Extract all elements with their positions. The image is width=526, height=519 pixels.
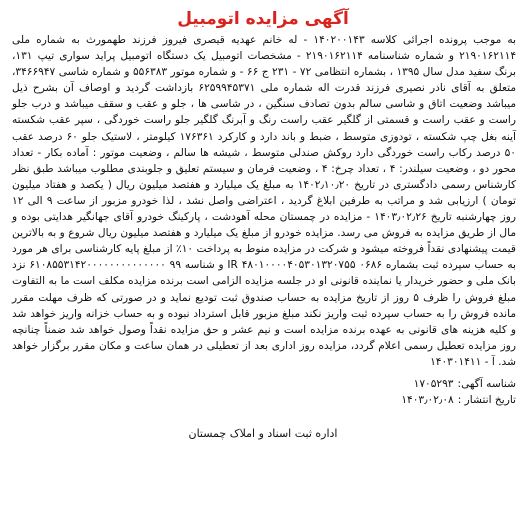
- publish-date-label: تاریخ انتشار :: [457, 393, 516, 406]
- notice-title: آگهی مزایده اتومبیل: [177, 9, 349, 29]
- notice-id-row: [6, 376, 516, 392]
- publish-date-row: [6, 392, 516, 408]
- notice-body: به موجب پرونده اجرائی کلاسه ۱۴۰۲۰۰۱۴۳ - له خانم عهدیه قیصری فیروز فرزند طهمورث به شماره ملی ۲۱۹۰۱۶۲۱۱۴ و شماره شناسنامه ۲۱۹۰۱۶۲۱۱۴ - مشخصات اتومبیل یک دستگاه اتومبیل پراید سواری تیپ ۱۳۱، برنگ سفید مدل سال ۱۳۹۵ ، بشماره انتظامی ۷۲ - ۲۳۱ ج ۶۶ - و شماره موتور ۵۵۶۳۸۳ و شماره شاسی ۳۴۶۶۹۴۷، متعلق به آقای نادر نصیری فرزند قدرت اله شماره ملی ۶۲۵۹۹۴۵۳۷۱ بازداشت گردید و اوصاف آن بشرح ذیل میباشد وضعیت اتاق و شاسی سالم بدون تصادف سنگین ، در شاسی ها ، جلو و عقب و سقف میباشد و درب جلو راست و عقب راست و قسمتی از گلگیر عقب راست رنگ و آبرنگ گلگیر جلو راست خوردگی ، سپر عقب شکسته آینه بغل چپ شکسته ، تودوزی متوسط ، ضبط و باند دارد و کارکرد ۱۷۶۳۶۱ کیلومتر ، لاستیک جلو ۶۰ درصد عقب ۵۰ درصد رکاب راست خوردگی دارد روکش صندلی متوسط ، شیشه ها سالم ، وضعیت موتور : آماده بکار - تعداد محور دو ، وضعیت سیلندر: ۴ ، تعداد چرخ: ۴ ، وضعیت فرمان و سیستم تعلیق و جلوبندی مطلوب میباشد طبق نظر کارشناس رسمی دادگستری در تاریخ ۱۴۰۲٫۱۰٫۲۰ به مبلغ یک میلیارد و هفتصد میلیون ریال ( یکصد و هفتاد میلیون تومان ) ارزیابی شد و مراتب به طرفین ابلاغ گردید ، اعتراضی واصل نشد ، لذا خودرو مزبور از ساعت ۹ الی ۱۲ روز چهارشنبه تاریخ ۱۴۰۳٫۰۲٫۲۶ - مزایده در چمستان محله آهودشت ، پارکینگ خودرو آقای جهانگیر هدایتی بوده و مال از طریق مزایده به فروش می رسد. مزایده خودرو از مبلغ یک میلیارد و هفتصد میلیون ریال شروع و به بالاترین قیمت پیشنهادی نقداً فروخته میشود و شرکت در مزایده منوط به پرداخت ۱۰٪ از مبلغ پایه کارشناسی برای هر مورد به حساب سپرده ثبت بشماره ۰۶۸۶ ۴۸۰۱۰۰۰۰۴۰۵۳۰۱۳۲۰۷۵۵ IR و شناسه ۹۹ ۶۱۰۸۵۵۳۱۴۲۰۰۰۰۰۰۰۰۰۰۰۰۰۰ نزد بانک ملی و حضور خریدار یا نماینده قانونی او در جلسه مزایده الزامی است برنده مزایده مکلف است ما به التفاوت مبلغ فروش را ظرف ۵ روز از تاریخ مزایده به حساب صندوق ثبت تودیع نماید و در صورتی که ظرف مهلت مقرر مانده فروش را به حساب سپرده ثبت واریز نکند مبلغ مزبور قابل استرداد نبوده و به حساب خزانه واریز خواهد شد و کلیه هزینه های قانونی به عهده برنده مزایده است و نیم عشر و حق مزایده نقداً وصول خواهد شد ضمناً چنانچه روز مزایده تعطیل رسمی اعلام گردد، مزایده روز اداری بعد از تعطیلی در همان ساعت و مکان مقرر برگزار خواهد شد. آ - ۱۴۰۳۰۱۴۱۱: [12, 34, 517, 368]
- auction-notice: [6, 4, 520, 515]
- publish-date-value: ۱۴۰۳٫۰۲٫۰۸: [401, 393, 454, 406]
- notice-id-label: شناسه آگهی:: [457, 377, 516, 390]
- notice-meta: [6, 376, 520, 408]
- issuing-office: اداره ثبت اسناد و املاک چمستان: [188, 426, 338, 440]
- notice-id-value: ۱۷۰۵۲۹۳: [413, 377, 454, 390]
